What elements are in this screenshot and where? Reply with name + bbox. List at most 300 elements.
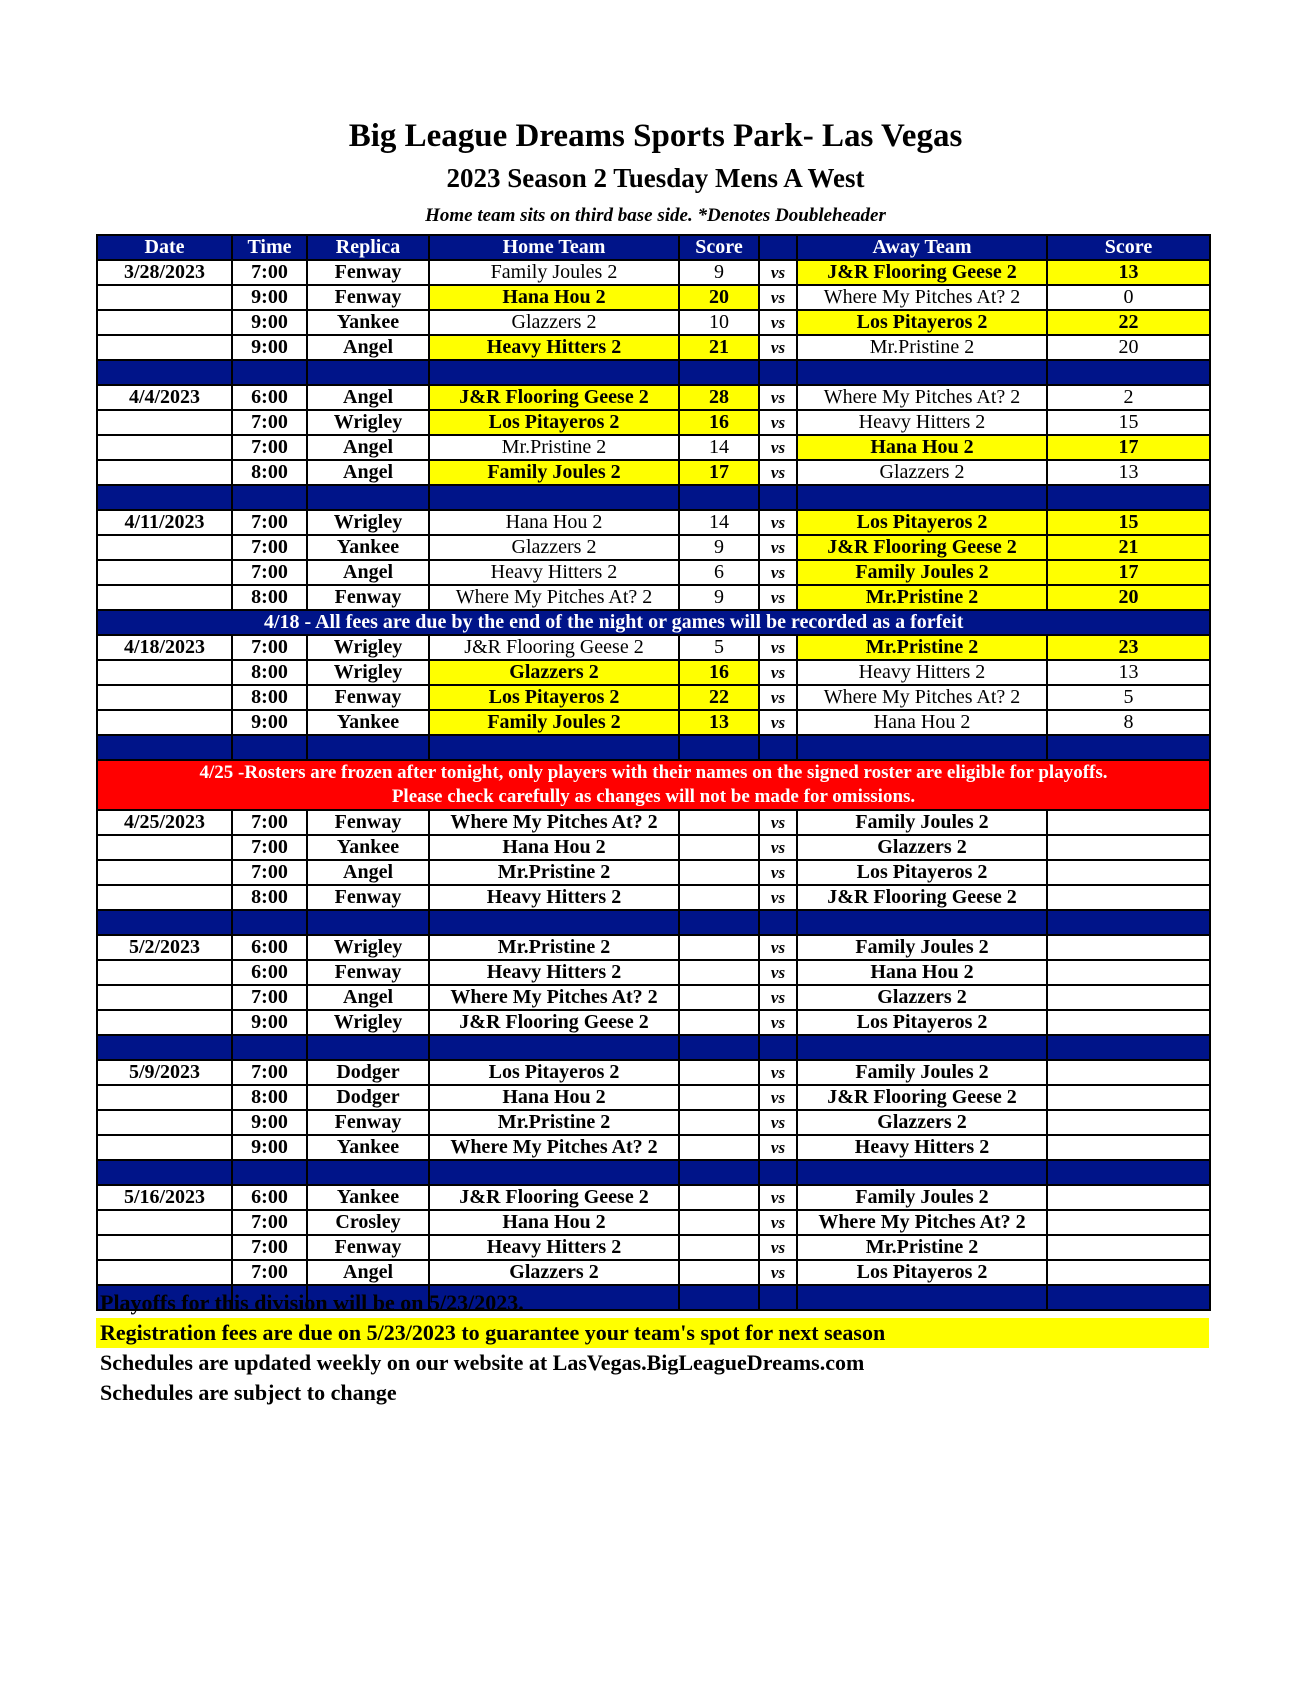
versus-label: vs	[759, 285, 797, 310]
home-score: 17	[679, 460, 759, 485]
versus-label: vs	[759, 1210, 797, 1235]
away-team: Los Pitayeros 2	[797, 1010, 1047, 1035]
separator-cell	[307, 1160, 429, 1185]
game-row	[97, 385, 1210, 410]
separator-cell	[797, 735, 1047, 760]
game-row	[97, 560, 1210, 585]
separator-cell	[232, 1035, 307, 1060]
separator-cell	[759, 1160, 797, 1185]
game-time: 8:00	[232, 460, 307, 485]
separator-row	[97, 360, 1210, 385]
game-time: 7:00	[232, 985, 307, 1010]
separator-cell	[679, 1285, 759, 1310]
separator-cell	[232, 485, 307, 510]
game-date: 4/4/2023	[97, 385, 232, 410]
game-date	[97, 460, 232, 485]
home-team-note: Home team sits on third base side. *Denotes Doubleheader	[425, 205, 886, 226]
home-score	[679, 985, 759, 1010]
home-team: Where My Pitches At? 2	[429, 1135, 679, 1160]
separator-cell	[307, 360, 429, 385]
game-field: Fenway	[307, 1235, 429, 1260]
separator-row	[97, 910, 1210, 935]
versus-label: vs	[759, 835, 797, 860]
home-team: Family Joules 2	[429, 460, 679, 485]
game-time: 6:00	[232, 385, 307, 410]
home-score: 22	[679, 685, 759, 710]
game-date: 4/18/2023	[97, 635, 232, 660]
away-score	[1047, 1010, 1210, 1035]
away-score	[1047, 1135, 1210, 1160]
away-team: Heavy Hitters 2	[797, 410, 1047, 435]
separator-cell	[797, 1160, 1047, 1185]
roster-alert-line2: Please check carefully as changes will not be made for omissions.	[391, 786, 916, 807]
separator-cell	[307, 910, 429, 935]
game-field: Angel	[307, 460, 429, 485]
change-note: Schedules are subject to change	[100, 1380, 397, 1405]
game-field: Wrigley	[307, 1010, 429, 1035]
game-row	[97, 710, 1210, 735]
home-team: Where My Pitches At? 2	[429, 810, 679, 835]
away-score	[1047, 1235, 1210, 1260]
away-team: Family Joules 2	[797, 560, 1047, 585]
home-score	[679, 1210, 759, 1235]
away-score	[1047, 935, 1210, 960]
away-score: 2	[1047, 385, 1210, 410]
separator-cell	[429, 1035, 679, 1060]
separator-cell	[429, 735, 679, 760]
game-date: 5/9/2023	[97, 1060, 232, 1085]
away-score	[1047, 985, 1210, 1010]
game-date	[97, 1085, 232, 1110]
game-time: 9:00	[232, 285, 307, 310]
game-row	[97, 1085, 1210, 1110]
separator-cell	[97, 1160, 232, 1185]
home-score: 28	[679, 385, 759, 410]
game-date	[97, 1010, 232, 1035]
separator-cell	[759, 910, 797, 935]
away-team: Where My Pitches At? 2	[797, 685, 1047, 710]
game-time: 6:00	[232, 1185, 307, 1210]
game-field: Dodger	[307, 1085, 429, 1110]
separator-row	[97, 1160, 1210, 1185]
away-score	[1047, 835, 1210, 860]
versus-label: vs	[759, 1110, 797, 1135]
game-date	[97, 1260, 232, 1285]
home-team: Mr.Pristine 2	[429, 935, 679, 960]
game-time: 9:00	[232, 1110, 307, 1135]
home-team: Mr.Pristine 2	[429, 860, 679, 885]
home-team: Family Joules 2	[429, 710, 679, 735]
away-score	[1047, 810, 1210, 835]
game-date	[97, 985, 232, 1010]
separator-cell	[307, 735, 429, 760]
separator-cell	[679, 360, 759, 385]
game-time: 8:00	[232, 660, 307, 685]
away-score	[1047, 1260, 1210, 1285]
game-field: Fenway	[307, 685, 429, 710]
away-score	[1047, 1060, 1210, 1085]
versus-label: vs	[759, 435, 797, 460]
away-score: 17	[1047, 560, 1210, 585]
game-row	[97, 260, 1210, 285]
game-row	[97, 885, 1210, 910]
game-row	[97, 460, 1210, 485]
game-row	[97, 835, 1210, 860]
separator-cell	[307, 485, 429, 510]
home-team: Heavy Hitters 2	[429, 560, 679, 585]
game-date	[97, 535, 232, 560]
versus-label: vs	[759, 710, 797, 735]
game-date	[97, 835, 232, 860]
game-date	[97, 885, 232, 910]
game-field: Angel	[307, 435, 429, 460]
game-date: 3/28/2023	[97, 260, 232, 285]
away-score: 8	[1047, 710, 1210, 735]
game-date	[97, 1135, 232, 1160]
game-field: Angel	[307, 385, 429, 410]
separator-cell	[679, 910, 759, 935]
home-score	[679, 1235, 759, 1260]
separator-cell	[1047, 1285, 1210, 1310]
game-time: 7:00	[232, 535, 307, 560]
game-field: Yankee	[307, 310, 429, 335]
away-team: Family Joules 2	[797, 1185, 1047, 1210]
versus-label: vs	[759, 935, 797, 960]
versus-label: vs	[759, 460, 797, 485]
separator-cell	[97, 910, 232, 935]
game-field: Fenway	[307, 960, 429, 985]
away-team: Mr.Pristine 2	[797, 1235, 1047, 1260]
versus-label: vs	[759, 410, 797, 435]
away-team: Glazzers 2	[797, 835, 1047, 860]
away-team: Glazzers 2	[797, 1110, 1047, 1135]
page-subtitle: 2023 Season 2 Tuesday Mens A West	[446, 163, 865, 193]
game-field: Dodger	[307, 1060, 429, 1085]
game-row	[97, 585, 1210, 610]
versus-label: vs	[759, 660, 797, 685]
game-row	[97, 335, 1210, 360]
game-date	[97, 410, 232, 435]
game-time: 7:00	[232, 435, 307, 460]
game-date	[97, 285, 232, 310]
game-row	[97, 635, 1210, 660]
header-away-score: Score	[1047, 235, 1210, 260]
home-score	[679, 885, 759, 910]
game-time: 7:00	[232, 560, 307, 585]
away-team: Hana Hou 2	[797, 960, 1047, 985]
away-score: 13	[1047, 660, 1210, 685]
game-row	[97, 510, 1210, 535]
game-row	[97, 1235, 1210, 1260]
separator-cell	[429, 1160, 679, 1185]
separator-cell	[97, 1035, 232, 1060]
home-score	[679, 1060, 759, 1085]
home-team: Los Pitayeros 2	[429, 685, 679, 710]
away-team: Family Joules 2	[797, 810, 1047, 835]
home-team: Heavy Hitters 2	[429, 960, 679, 985]
roster-alert-line1: 4/25 -Rosters are frozen after tonight, only players with their names on the signed roster are eligible for playoffs.	[199, 762, 1108, 783]
header-replica: Replica	[307, 235, 429, 260]
home-team: Heavy Hitters 2	[429, 885, 679, 910]
game-time: 8:00	[232, 585, 307, 610]
home-score: 5	[679, 635, 759, 660]
away-team: Mr.Pristine 2	[797, 335, 1047, 360]
game-date	[97, 1110, 232, 1135]
game-row	[97, 685, 1210, 710]
home-score: 14	[679, 510, 759, 535]
separator-cell	[1047, 360, 1210, 385]
away-score: 13	[1047, 260, 1210, 285]
away-score: 5	[1047, 685, 1210, 710]
home-score	[679, 1185, 759, 1210]
game-field: Yankee	[307, 1135, 429, 1160]
separator-cell	[1047, 485, 1210, 510]
separator-cell	[679, 1160, 759, 1185]
game-field: Angel	[307, 335, 429, 360]
home-score: 13	[679, 710, 759, 735]
game-field: Yankee	[307, 710, 429, 735]
away-score	[1047, 1110, 1210, 1135]
game-date: 4/11/2023	[97, 510, 232, 535]
game-row	[97, 1010, 1210, 1035]
game-field: Angel	[307, 1260, 429, 1285]
separator-cell	[759, 735, 797, 760]
versus-label: vs	[759, 310, 797, 335]
game-time: 6:00	[232, 960, 307, 985]
game-field: Wrigley	[307, 510, 429, 535]
roster-alert	[97, 760, 1210, 810]
versus-label: vs	[759, 585, 797, 610]
game-row	[97, 960, 1210, 985]
fees-notice-text: 4/18 - All fees are due by the end of the night or games will be recorded as a forfeit	[264, 611, 964, 633]
away-team: Glazzers 2	[797, 460, 1047, 485]
versus-label: vs	[759, 335, 797, 360]
away-team: Los Pitayeros 2	[797, 510, 1047, 535]
versus-label: vs	[759, 810, 797, 835]
game-field: Fenway	[307, 585, 429, 610]
versus-label: vs	[759, 1260, 797, 1285]
separator-cell	[759, 1035, 797, 1060]
home-team: J&R Flooring Geese 2	[429, 1010, 679, 1035]
game-time: 7:00	[232, 1260, 307, 1285]
game-row	[97, 1185, 1210, 1210]
separator-cell	[232, 1160, 307, 1185]
separator-cell	[1047, 1160, 1210, 1185]
header-time: Time	[232, 235, 307, 260]
home-score	[679, 810, 759, 835]
game-date	[97, 435, 232, 460]
away-team: Hana Hou 2	[797, 710, 1047, 735]
versus-label: vs	[759, 1085, 797, 1110]
home-team: Hana Hou 2	[429, 835, 679, 860]
separator-cell	[797, 485, 1047, 510]
game-time: 7:00	[232, 1210, 307, 1235]
game-time: 8:00	[232, 685, 307, 710]
header-row	[97, 235, 1210, 260]
separator-cell	[759, 360, 797, 385]
separator-cell	[1047, 910, 1210, 935]
away-team: Heavy Hitters 2	[797, 660, 1047, 685]
separator-cell	[429, 485, 679, 510]
home-team: Mr.Pristine 2	[429, 1110, 679, 1135]
home-team: Hana Hou 2	[429, 1210, 679, 1235]
game-date	[97, 335, 232, 360]
game-time: 7:00	[232, 860, 307, 885]
game-date	[97, 860, 232, 885]
separator-row	[97, 1035, 1210, 1060]
game-time: 7:00	[232, 260, 307, 285]
home-team: Los Pitayeros 2	[429, 1060, 679, 1085]
separator-cell	[679, 485, 759, 510]
away-team: Los Pitayeros 2	[797, 1260, 1047, 1285]
game-row	[97, 285, 1210, 310]
separator-cell	[97, 735, 232, 760]
game-date: 4/25/2023	[97, 810, 232, 835]
game-time: 9:00	[232, 310, 307, 335]
game-time: 7:00	[232, 1235, 307, 1260]
away-score: 0	[1047, 285, 1210, 310]
versus-label: vs	[759, 510, 797, 535]
home-score	[679, 835, 759, 860]
home-team: J&R Flooring Geese 2	[429, 1185, 679, 1210]
home-team: Mr.Pristine 2	[429, 435, 679, 460]
game-field: Angel	[307, 560, 429, 585]
separator-cell	[759, 1285, 797, 1310]
away-score	[1047, 960, 1210, 985]
game-field: Fenway	[307, 885, 429, 910]
game-date: 5/2/2023	[97, 935, 232, 960]
roster-alert-row	[97, 760, 1210, 810]
home-score	[679, 1010, 759, 1035]
game-time: 7:00	[232, 510, 307, 535]
away-team: Mr.Pristine 2	[797, 635, 1047, 660]
game-row	[97, 1135, 1210, 1160]
away-team: Glazzers 2	[797, 985, 1047, 1010]
versus-label: vs	[759, 535, 797, 560]
versus-label: vs	[759, 885, 797, 910]
home-score: 9	[679, 260, 759, 285]
versus-label: vs	[759, 985, 797, 1010]
website-note: Schedules are updated weekly on our website at LasVegas.BigLeagueDreams.com	[100, 1350, 865, 1375]
game-field: Yankee	[307, 1185, 429, 1210]
game-field: Wrigley	[307, 410, 429, 435]
fees-notice	[97, 610, 1210, 635]
away-score: 23	[1047, 635, 1210, 660]
game-row	[97, 1260, 1210, 1285]
away-score	[1047, 885, 1210, 910]
header-away-team: Away Team	[797, 235, 1047, 260]
versus-label: vs	[759, 385, 797, 410]
game-row	[97, 1210, 1210, 1235]
home-score	[679, 1260, 759, 1285]
game-time: 9:00	[232, 1010, 307, 1035]
away-team: Family Joules 2	[797, 1060, 1047, 1085]
separator-cell	[797, 910, 1047, 935]
game-time: 7:00	[232, 835, 307, 860]
versus-label: vs	[759, 560, 797, 585]
game-field: Fenway	[307, 260, 429, 285]
separator-cell	[1047, 1035, 1210, 1060]
away-score: 15	[1047, 410, 1210, 435]
game-time: 9:00	[232, 1135, 307, 1160]
separator-cell	[307, 1035, 429, 1060]
separator-cell	[232, 360, 307, 385]
home-score: 16	[679, 660, 759, 685]
home-score	[679, 960, 759, 985]
away-score: 17	[1047, 435, 1210, 460]
fees-notice-row	[97, 610, 1210, 635]
home-score: 16	[679, 410, 759, 435]
game-date	[97, 1235, 232, 1260]
page-title: Big League Dreams Sports Park- Las Vegas	[348, 118, 963, 154]
separator-cell	[232, 910, 307, 935]
away-team: Family Joules 2	[797, 935, 1047, 960]
versus-label: vs	[759, 260, 797, 285]
away-team: J&R Flooring Geese 2	[797, 1085, 1047, 1110]
versus-label: vs	[759, 635, 797, 660]
home-score: 21	[679, 335, 759, 360]
home-team: Hana Hou 2	[429, 510, 679, 535]
game-date	[97, 310, 232, 335]
separator-cell	[97, 360, 232, 385]
away-score	[1047, 1185, 1210, 1210]
home-team: J&R Flooring Geese 2	[429, 385, 679, 410]
game-row	[97, 985, 1210, 1010]
header-home-score: Score	[679, 235, 759, 260]
game-field: Fenway	[307, 810, 429, 835]
home-team: Where My Pitches At? 2	[429, 585, 679, 610]
home-score	[679, 860, 759, 885]
away-team: Hana Hou 2	[797, 435, 1047, 460]
game-field: Wrigley	[307, 660, 429, 685]
game-field: Wrigley	[307, 935, 429, 960]
home-team: Heavy Hitters 2	[429, 335, 679, 360]
home-score	[679, 935, 759, 960]
game-row	[97, 935, 1210, 960]
home-team: Glazzers 2	[429, 535, 679, 560]
game-time: 9:00	[232, 335, 307, 360]
game-date	[97, 585, 232, 610]
game-date	[97, 560, 232, 585]
away-team: Los Pitayeros 2	[797, 860, 1047, 885]
separator-row	[97, 485, 1210, 510]
away-team: Where My Pitches At? 2	[797, 385, 1047, 410]
home-score: 6	[679, 560, 759, 585]
home-score	[679, 1085, 759, 1110]
home-score: 14	[679, 435, 759, 460]
playoffs-note: Playoffs for this division will be on 5/23/2023.	[100, 1290, 524, 1315]
game-row	[97, 810, 1210, 835]
game-row	[97, 535, 1210, 560]
game-date	[97, 660, 232, 685]
game-field: Yankee	[307, 835, 429, 860]
home-team: Where My Pitches At? 2	[429, 985, 679, 1010]
game-field: Wrigley	[307, 635, 429, 660]
game-date	[97, 960, 232, 985]
header-date: Date	[97, 235, 232, 260]
home-team: Heavy Hitters 2	[429, 1235, 679, 1260]
separator-cell	[679, 1035, 759, 1060]
home-score: 20	[679, 285, 759, 310]
home-team: Glazzers 2	[429, 1260, 679, 1285]
away-team: J&R Flooring Geese 2	[797, 535, 1047, 560]
game-time: 6:00	[232, 935, 307, 960]
header-vs	[759, 235, 797, 260]
game-row	[97, 310, 1210, 335]
away-score: 21	[1047, 535, 1210, 560]
game-date	[97, 1210, 232, 1235]
game-field: Angel	[307, 860, 429, 885]
